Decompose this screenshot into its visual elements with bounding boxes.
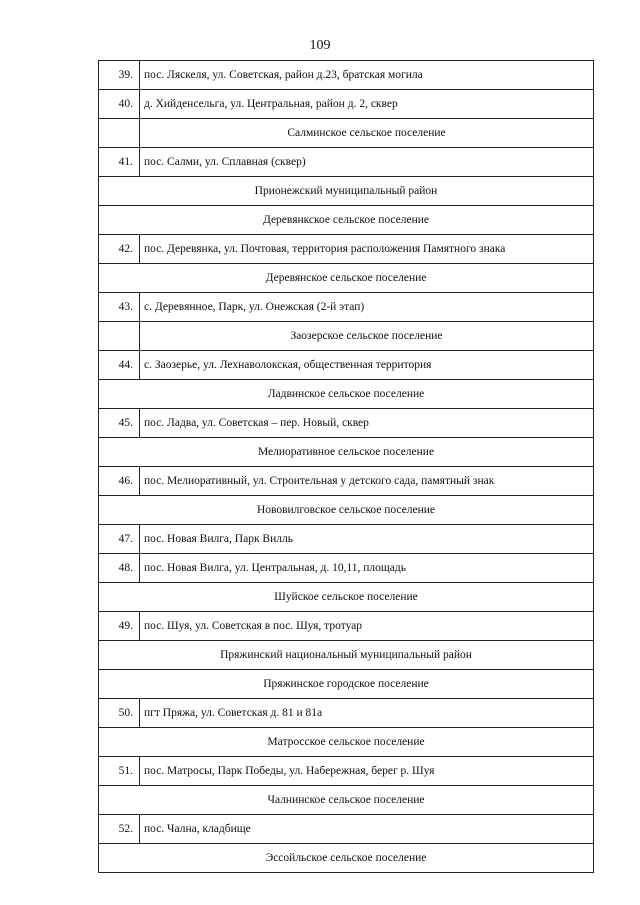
- table-row-section-heading: [99, 177, 594, 206]
- row-number: 43.: [99, 293, 140, 322]
- page-number: 109: [309, 38, 331, 53]
- table-row: [99, 90, 594, 119]
- section-heading: Шуйское сельское поселение: [99, 583, 594, 612]
- row-description: д. Хийденсельга, ул. Центральная, район д. 2, сквер: [140, 90, 594, 119]
- row-description: пос. Новая Вилга, ул. Центральная, д. 10,11, площадь: [140, 554, 594, 583]
- table-row-section-heading: [99, 641, 594, 670]
- table-row-section-heading: [99, 206, 594, 235]
- table-row-subheading: [99, 119, 594, 148]
- row-description: пос. Мелиоративный, ул. Строительная у детского сада, памятный знак: [140, 467, 594, 496]
- table-row-subheading: [99, 322, 594, 351]
- row-description: пос. Шуя, ул. Советская в пос. Шуя, тротуар: [140, 612, 594, 641]
- row-description: пос. Деревянка, ул. Почтовая, территория расположения Памятного знака: [140, 235, 594, 264]
- section-heading: Прионежский муниципальный район: [99, 177, 594, 206]
- table-row: [99, 612, 594, 641]
- row-number: 41.: [99, 148, 140, 177]
- row-description: пос. Матросы, Парк Победы, ул. Набережная, берег р. Шуя: [140, 757, 594, 786]
- section-heading: Ладвинское сельское поселение: [99, 380, 594, 409]
- row-number: 45.: [99, 409, 140, 438]
- table-row: [99, 409, 594, 438]
- table-row-section-heading: [99, 583, 594, 612]
- table-row: [99, 293, 594, 322]
- row-description: пос. Ладва, ул. Советская – пер. Новый, сквер: [140, 409, 594, 438]
- section-heading: Пряжинский национальный муниципальный район: [99, 641, 594, 670]
- table-row: [99, 815, 594, 844]
- row-description: пос. Салми, ул. Сплавная (сквер): [140, 148, 594, 177]
- row-number: 40.: [99, 90, 140, 119]
- row-description: с. Деревянное, Парк, ул. Онежская (2-й этап): [140, 293, 594, 322]
- row-number: 42.: [99, 235, 140, 264]
- settlements-table: [98, 60, 594, 873]
- row-description: пгт Пряжа, ул. Советская д. 81 и 81а: [140, 699, 594, 728]
- section-heading: Мелиоративное сельское поселение: [99, 438, 594, 467]
- row-description: пос. Ляскеля, ул. Советская, район д.23, братская могила: [140, 61, 594, 90]
- table-row-section-heading: [99, 786, 594, 815]
- table-body: [99, 61, 594, 873]
- table-row-section-heading: [99, 438, 594, 467]
- row-number: 47.: [99, 525, 140, 554]
- row-number: [99, 119, 140, 148]
- row-number: 52.: [99, 815, 140, 844]
- section-heading: Нововилговское сельское поселение: [99, 496, 594, 525]
- section-heading: Салминское сельское поселение: [140, 119, 594, 148]
- row-number: 39.: [99, 61, 140, 90]
- row-number: 50.: [99, 699, 140, 728]
- table-row: [99, 351, 594, 380]
- section-heading: Матросское сельское поселение: [99, 728, 594, 757]
- section-heading: Эссойльское сельское поселение: [99, 844, 594, 873]
- table-row-section-heading: [99, 264, 594, 293]
- table-row: [99, 699, 594, 728]
- row-number: 51.: [99, 757, 140, 786]
- section-heading: Деревянское сельское поселение: [99, 264, 594, 293]
- row-description: пос. Чална, кладбище: [140, 815, 594, 844]
- table-row: [99, 148, 594, 177]
- row-number: 44.: [99, 351, 140, 380]
- table-row-section-heading: [99, 380, 594, 409]
- row-number: 48.: [99, 554, 140, 583]
- table-row: [99, 554, 594, 583]
- row-number: 49.: [99, 612, 140, 641]
- table-row: [99, 757, 594, 786]
- table-row: [99, 525, 594, 554]
- row-description: пос. Новая Вилга, Парк Вилль: [140, 525, 594, 554]
- row-number: [99, 322, 140, 351]
- section-heading: Пряжинское городское поселение: [99, 670, 594, 699]
- table-row: [99, 235, 594, 264]
- row-number: 46.: [99, 467, 140, 496]
- section-heading: Деревянкское сельское поселение: [99, 206, 594, 235]
- table-row: [99, 467, 594, 496]
- table-row: [99, 61, 594, 90]
- table-row-section-heading: [99, 728, 594, 757]
- table-row-section-heading: [99, 670, 594, 699]
- row-description: с. Заозерье, ул. Лехнаволокская, общественная территория: [140, 351, 594, 380]
- section-heading: Чалнинское сельское поселение: [99, 786, 594, 815]
- table-row-section-heading: [99, 496, 594, 525]
- table-row-section-heading: [99, 844, 594, 873]
- section-heading: Заозерское сельское поселение: [140, 322, 594, 351]
